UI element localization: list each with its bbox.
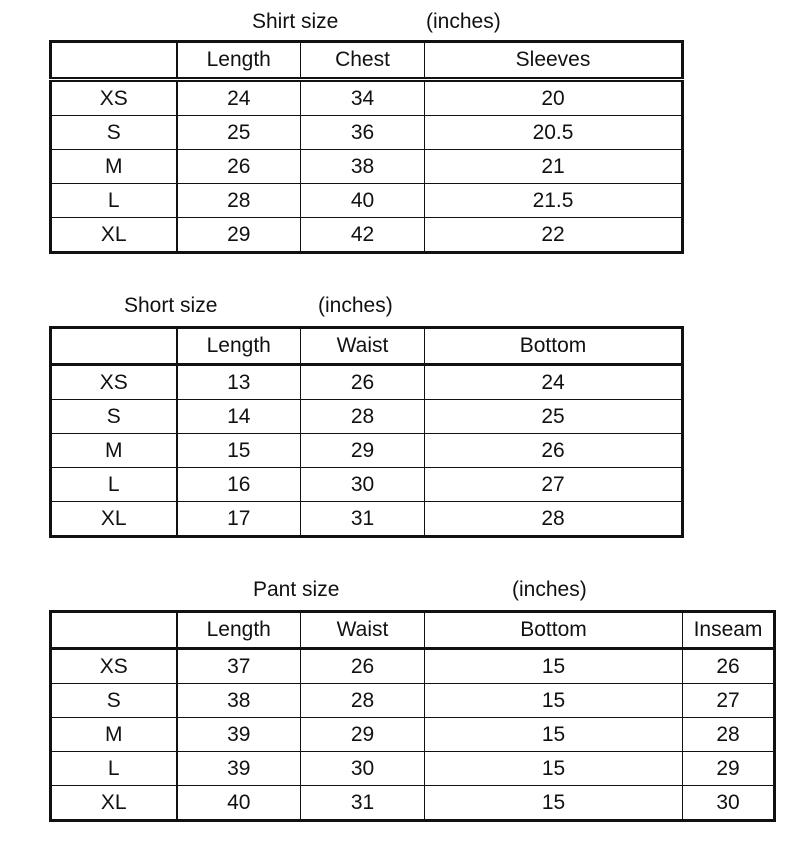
column-header: Length [177, 612, 301, 649]
table-row [51, 116, 683, 150]
column-header: Bottom [425, 328, 683, 365]
measurement-cell: 30 [301, 468, 425, 502]
column-header: Inseam [683, 612, 775, 649]
size-label-cell: XL [51, 218, 177, 253]
pant-table-body [51, 612, 775, 821]
measurement-cell: 28 [683, 718, 775, 752]
column-header: Chest [301, 42, 425, 80]
measurement-cell: 29 [683, 752, 775, 786]
shirt-size-title: Shirt size [252, 10, 339, 33]
measurement-cell: 15 [425, 752, 683, 786]
measurement-cell: 20 [425, 80, 683, 116]
measurement-cell: 15 [177, 434, 301, 468]
measurement-cell: 31 [301, 502, 425, 537]
column-header: Waist [301, 328, 425, 365]
shirt-header-row [51, 42, 683, 80]
measurement-cell: 39 [177, 752, 301, 786]
size-label-cell: L [51, 184, 177, 218]
measurement-cell: 21 [425, 150, 683, 184]
column-header: Length [177, 42, 301, 80]
measurement-cell: 29 [301, 718, 425, 752]
table-row [51, 752, 775, 786]
short-size-table [49, 326, 684, 538]
size-label-cell: M [51, 434, 177, 468]
column-header [51, 42, 177, 80]
column-header: Bottom [425, 612, 683, 649]
size-label-cell: XS [51, 80, 177, 116]
column-header: Length [177, 328, 301, 365]
size-label-cell: S [51, 684, 177, 718]
measurement-cell: 16 [177, 468, 301, 502]
measurement-cell: 26 [425, 434, 683, 468]
short-table-body [51, 328, 683, 537]
measurement-cell: 39 [177, 718, 301, 752]
size-label-cell: S [51, 400, 177, 434]
measurement-cell: 26 [683, 649, 775, 684]
table-row [51, 502, 683, 537]
table-row [51, 468, 683, 502]
measurement-cell: 15 [425, 786, 683, 821]
column-header: Waist [301, 612, 425, 649]
size-label-cell: XL [51, 786, 177, 821]
measurement-cell: 28 [301, 684, 425, 718]
table-row [51, 184, 683, 218]
table-row [51, 80, 683, 116]
size-label-cell: L [51, 468, 177, 502]
pant-size-title: Pant size [253, 578, 340, 601]
measurement-cell: 13 [177, 365, 301, 400]
size-label-cell: L [51, 752, 177, 786]
measurement-cell: 15 [425, 684, 683, 718]
short-size-title: Short size [124, 294, 218, 317]
measurement-cell: 28 [425, 502, 683, 537]
measurement-cell: 37 [177, 649, 301, 684]
measurement-cell: 24 [177, 80, 301, 116]
measurement-cell: 27 [425, 468, 683, 502]
size-label-cell: XL [51, 502, 177, 537]
pant-header-row [51, 612, 775, 649]
measurement-cell: 42 [301, 218, 425, 253]
column-header: Sleeves [425, 42, 683, 80]
table-row [51, 218, 683, 253]
table-row [51, 400, 683, 434]
pant-unit-label: (inches) [512, 578, 587, 601]
measurement-cell: 17 [177, 502, 301, 537]
size-label-cell: S [51, 116, 177, 150]
measurement-cell: 26 [301, 365, 425, 400]
measurement-cell: 14 [177, 400, 301, 434]
measurement-cell: 29 [301, 434, 425, 468]
measurement-cell: 15 [425, 649, 683, 684]
column-header [51, 612, 177, 649]
measurement-cell: 34 [301, 80, 425, 116]
size-label-cell: M [51, 718, 177, 752]
size-label-cell: M [51, 150, 177, 184]
column-header [51, 328, 177, 365]
measurement-cell: 27 [683, 684, 775, 718]
measurement-cell: 38 [177, 684, 301, 718]
table-row [51, 718, 775, 752]
measurement-cell: 25 [425, 400, 683, 434]
table-row [51, 684, 775, 718]
measurement-cell: 40 [177, 786, 301, 821]
table-row [51, 786, 775, 821]
table-row [51, 365, 683, 400]
size-label-cell: XS [51, 365, 177, 400]
measurement-cell: 31 [301, 786, 425, 821]
short-header-row [51, 328, 683, 365]
table-row [51, 150, 683, 184]
table-row [51, 649, 775, 684]
table-row [51, 434, 683, 468]
measurement-cell: 20.5 [425, 116, 683, 150]
shirt-size-table [49, 40, 684, 254]
measurement-cell: 28 [301, 400, 425, 434]
short-unit-label: (inches) [318, 294, 393, 317]
measurement-cell: 22 [425, 218, 683, 253]
shirt-table-body [51, 42, 683, 253]
measurement-cell: 26 [301, 649, 425, 684]
shirt-unit-label: (inches) [426, 10, 501, 33]
measurement-cell: 29 [177, 218, 301, 253]
measurement-cell: 21.5 [425, 184, 683, 218]
measurement-cell: 40 [301, 184, 425, 218]
size-label-cell: XS [51, 649, 177, 684]
measurement-cell: 38 [301, 150, 425, 184]
measurement-cell: 24 [425, 365, 683, 400]
measurement-cell: 36 [301, 116, 425, 150]
pant-size-table [49, 610, 776, 822]
measurement-cell: 25 [177, 116, 301, 150]
measurement-cell: 30 [301, 752, 425, 786]
measurement-cell: 26 [177, 150, 301, 184]
measurement-cell: 15 [425, 718, 683, 752]
measurement-cell: 28 [177, 184, 301, 218]
measurement-cell: 30 [683, 786, 775, 821]
